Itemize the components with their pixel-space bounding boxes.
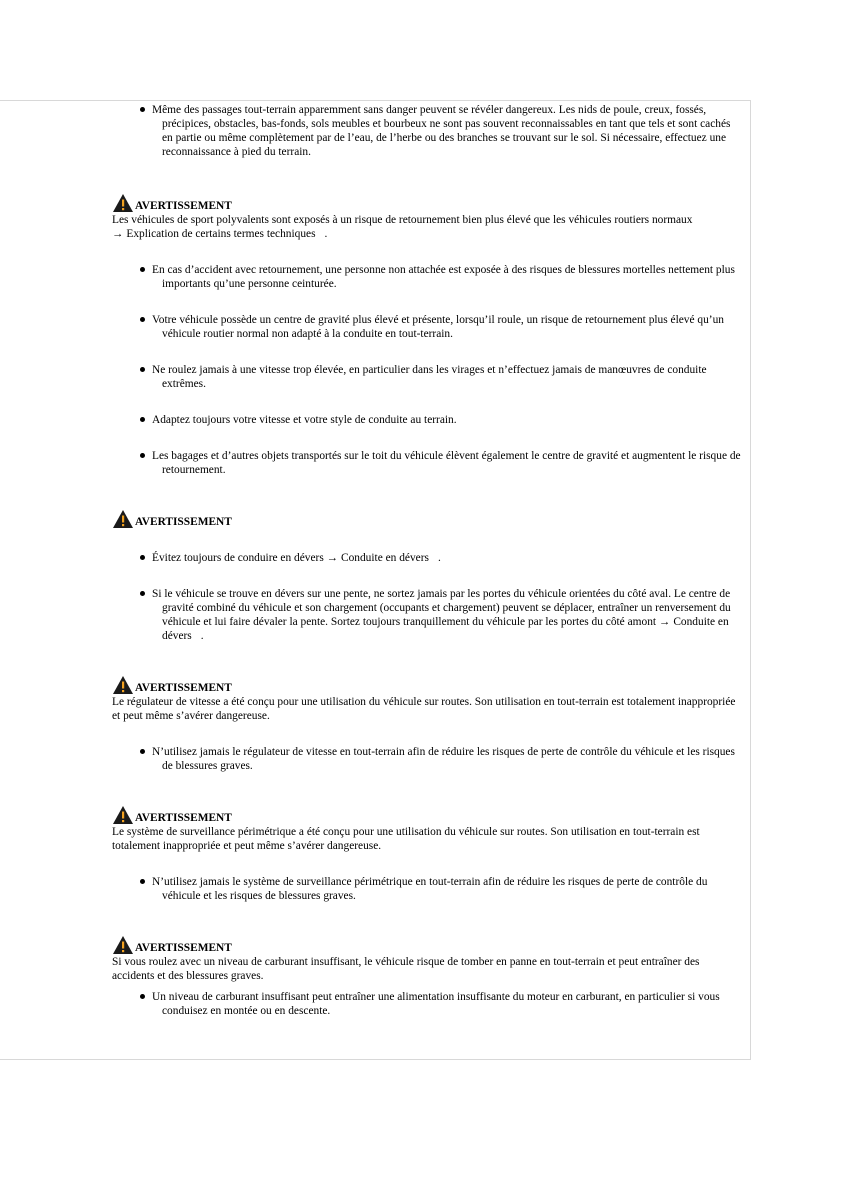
link-conduite-devers[interactable]: Conduite en dévers: [341, 552, 429, 564]
warning-heading: [112, 191, 742, 213]
list-item: Même des passages tout-terrain apparemment sans danger peuvent se révéler dangereux. Les nids de poule, creux, fossés, précipices, obstacles, bas-fonds, sols meubles et bourbeux ne sont pas souvent reconnaissables en tant que tels et sont cachés en partie ou même complètement par de l’eau, de l’herbe ou des branches se trouvant sur le sol. Si nécessaire, effectuez une reconnaissance à pied du terrain.: [112, 103, 742, 159]
warning-block-surveillance: [112, 803, 742, 903]
list-item: Évitez toujours de conduire en dévers → Conduite en dévers .: [112, 551, 742, 565]
list-item-text: Si le véhicule se trouve en dévers sur une pente, ne sortez jamais par les portes du véhicule orientées du côté aval. Le centre de gravité combiné du véhicule et son chargement (occupants et chargement) peuvent se déplacer, entraîner un renversement du véhicule et lui faire dévaler la pente. Sortez toujours tranquillement du véhicule par les portes du côté amont: [152, 588, 731, 628]
warning-block-carburant: [112, 933, 742, 1018]
warning-list: [112, 875, 742, 903]
warning-heading: [112, 673, 742, 695]
warning-text: Si vous roulez avec un niveau de carburant insuffisant, le véhicule risque de tomber en panne en tout-terrain et peut entraîner des accidents et des blessures graves.: [112, 956, 700, 982]
list-item: Si le véhicule se trouve en dévers sur une pente, ne sortez jamais par les portes du véhicule orientées du côté aval. Le centre de gravité combiné du véhicule et son chargement (occupants et chargement) peuvent se déplacer, entraîner un renversement du véhicule et lui faire dévaler la pente. Sortez toujours tranquillement du véhicule par les portes du côté amont → Conduite en dévers .: [112, 587, 742, 643]
warning-list: [112, 263, 742, 291]
warning-list: [112, 990, 742, 1018]
document-body: [112, 103, 742, 1018]
list-item: Un niveau de carburant insuffisant peut entraîner une alimentation insuffisante du moteur en carburant, en particulier si vous conduisez en montée ou en descente.: [112, 990, 742, 1018]
list-item: Ne roulez jamais à une vitesse trop élevée, en particulier dans les virages et n’effectuez jamais de manœuvres de conduite extrêmes.: [112, 363, 742, 391]
list-item: N’utilisez jamais le régulateur de vitesse en tout-terrain afin de réduire les risques de perte de contrôle du véhicule et les risques de blessures graves.: [112, 745, 742, 773]
warning-heading: [112, 933, 742, 955]
arrow-icon: →: [658, 616, 671, 628]
list-item: Les bagages et d’autres objets transportés sur le toit du véhicule élèvent également le centre de gravité et augmentent le risque de retournement.: [112, 449, 742, 477]
list-item: N’utilisez jamais le système de surveillance périmétrique en tout-terrain afin de réduire les risques de perte de contrôle du véhicule et les risques de blessures graves.: [112, 875, 742, 903]
warning-title: AVERTISSEMENT: [135, 942, 232, 954]
list-item-text: Évitez toujours de conduire en dévers: [152, 552, 324, 564]
warning-list: [112, 551, 742, 565]
list-item: En cas d’accident avec retournement, une personne non attachée est exposée à des risques de blessures mortelles nettement plus importants qu’une personne ceinturée.: [112, 263, 742, 291]
warning-block-devers: [112, 507, 742, 643]
warning-triangle-icon: [112, 675, 134, 695]
warning-title: AVERTISSEMENT: [135, 682, 232, 694]
warning-heading: [112, 507, 742, 529]
arrow-icon: →: [326, 552, 338, 564]
warning-heading: [112, 803, 742, 825]
warning-text: Le système de surveillance périmétrique a été conçu pour une utilisation du véhicule sur routes. Son utilisation en tout-terrain est totalement inappropriée et peut même s’avérer dangereuse.: [112, 826, 700, 852]
warning-block-rollover: [112, 191, 742, 477]
warning-title: AVERTISSEMENT: [135, 812, 232, 824]
warning-triangle-icon: [112, 193, 134, 213]
warning-text-body: Les véhicules de sport polyvalents sont exposés à un risque de retournement bien plus élevé que les véhicules routiers normaux: [112, 214, 693, 226]
warning-triangle-icon: [112, 935, 134, 955]
intro-list: [112, 103, 742, 159]
link-explication-termes[interactable]: Explication de certains termes techniques: [126, 228, 316, 240]
list-item: Adaptez toujours votre vitesse et votre style de conduite au terrain.: [112, 413, 742, 427]
warning-triangle-icon: [112, 805, 134, 825]
warning-triangle-icon: [112, 509, 134, 529]
warning-list: [112, 745, 742, 773]
list-item: Votre véhicule possède un centre de gravité plus élevé et présente, lorsqu’il roule, un risque de retournement plus élevé qu’un véhicule routier normal non adapté à la conduite en tout-terrain.: [112, 313, 742, 341]
warning-block-regulateur: [112, 673, 742, 773]
warning-title: AVERTISSEMENT: [135, 200, 232, 212]
warning-text: Les véhicules de sport polyvalents sont exposés à un risque de retournement bien plus élevé que les véhicules routiers normaux → Explication de certains termes techniques .: [112, 214, 693, 240]
link-conduite-devers[interactable]: Conduite en dévers: [162, 616, 729, 642]
warning-text: Le régulateur de vitesse a été conçu pour une utilisation du véhicule sur routes. Son utilisation en tout-terrain est totalement inappropriée et peut même s’avérer dangereuse.: [112, 696, 736, 722]
arrow-icon: →: [112, 228, 124, 240]
warning-title: AVERTISSEMENT: [135, 516, 232, 528]
